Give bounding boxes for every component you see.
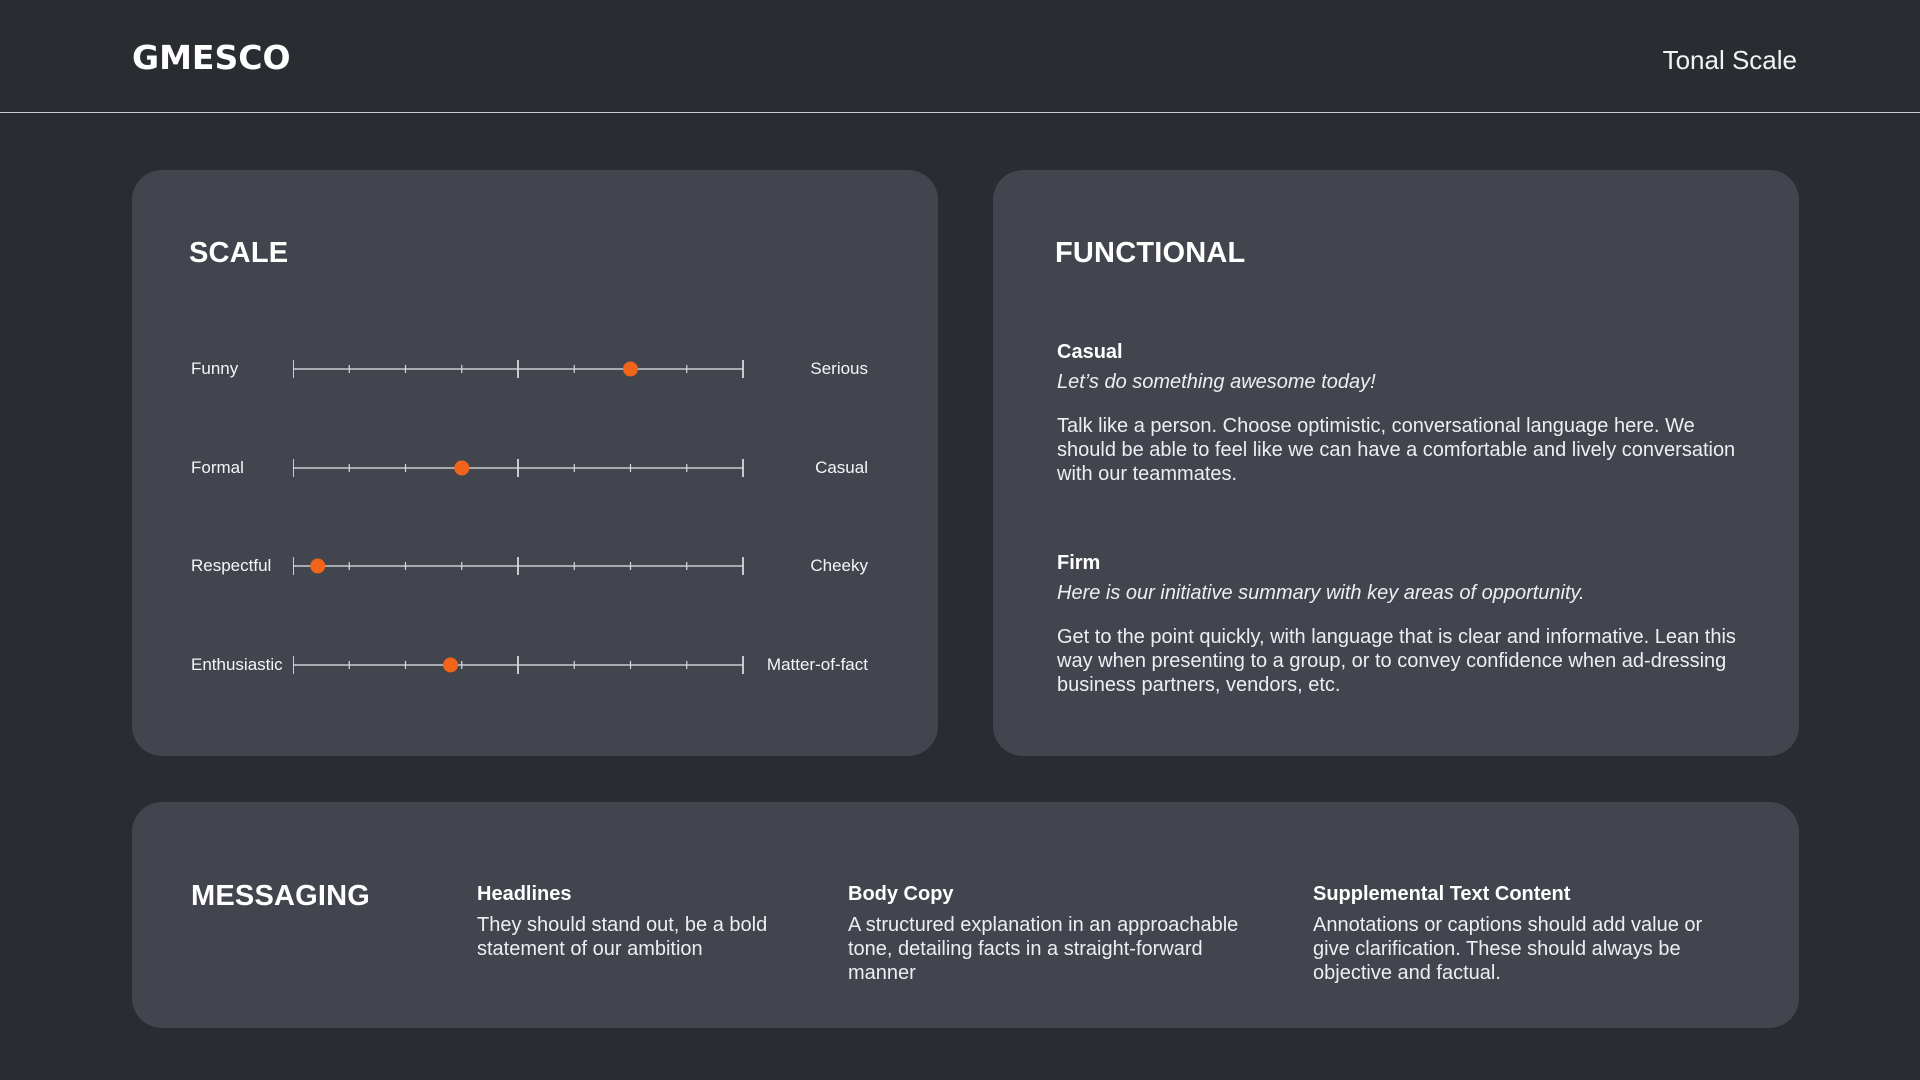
gmesco-logo: GMESCO — [132, 38, 291, 77]
functional-card — [993, 170, 1799, 756]
scale-card — [132, 170, 938, 756]
functional-item-example: Let’s do something awesome today! — [1057, 371, 1376, 393]
scale-row-formal-casual — [132, 448, 938, 488]
scale-left-label: Enthusiastic — [191, 655, 283, 674]
scale-track — [293, 349, 763, 389]
scale-right-label: Cheeky — [810, 556, 868, 575]
messaging-column-text: A structured explanation in an approachable tone, detailing facts in a straight-forward manner — [848, 914, 1239, 984]
functional-item-description: Talk like a person. Choose optimistic, conversational language here. We should be able to feel like we can have a comfortable and lively conversation with our teammates. — [1057, 415, 1736, 485]
scale-left-label: Respectful — [191, 556, 272, 575]
scale-left-label: Formal — [191, 458, 244, 477]
scale-track — [293, 546, 763, 586]
scale-track — [293, 448, 763, 488]
scale-right-label: Matter-of-fact — [766, 655, 868, 674]
functional-title: FUNCTIONAL — [1055, 237, 1246, 269]
scale-marker — [623, 362, 638, 377]
scale-title: SCALE — [189, 237, 289, 269]
messaging-column-heading: Supplemental Text Content — [1313, 883, 1571, 905]
scale-marker — [443, 658, 458, 673]
page-label: Tonal Scale — [1662, 45, 1797, 75]
scale-row-respectful-cheeky — [132, 546, 938, 586]
messaging-card — [132, 802, 1799, 1028]
scale-right-label: Casual — [815, 458, 868, 477]
functional-item-description: Get to the point quickly, with language that is clear and informative. Lean this way when presenting to a group, or to convey confidence when ad-dressing business partners, vendors, etc. — [1057, 626, 1736, 696]
scale-row-enthusiastic-matter-of-fact — [132, 645, 938, 685]
messaging-title: MESSAGING — [191, 880, 371, 912]
functional-item-casual — [1057, 340, 1757, 486]
scale-left-label: Funny — [191, 359, 239, 378]
scale-track — [293, 645, 763, 685]
scale-row-funny-serious — [132, 349, 938, 389]
page-header — [0, 0, 1920, 113]
messaging-column-heading: Headlines — [477, 883, 572, 905]
messaging-column-heading: Body Copy — [848, 883, 954, 905]
messaging-column-text: They should stand out, be a bold statement of our ambition — [477, 914, 768, 960]
functional-item-example: Here is our initiative summary with key areas of opportunity. — [1057, 582, 1585, 604]
functional-item-firm — [1057, 551, 1757, 697]
messaging-column-headlines — [477, 882, 807, 961]
scale-marker — [310, 559, 325, 574]
messaging-column-supplemental — [1313, 882, 1743, 985]
scale-right-label: Serious — [810, 359, 868, 378]
messaging-column-text: Annotations or captions should add value or give clarification. These should always be objective and factual. — [1313, 914, 1703, 984]
messaging-column-body-copy — [848, 882, 1273, 985]
functional-item-name: Casual — [1057, 341, 1123, 363]
scale-marker — [454, 461, 469, 476]
functional-item-name: Firm — [1057, 552, 1101, 574]
